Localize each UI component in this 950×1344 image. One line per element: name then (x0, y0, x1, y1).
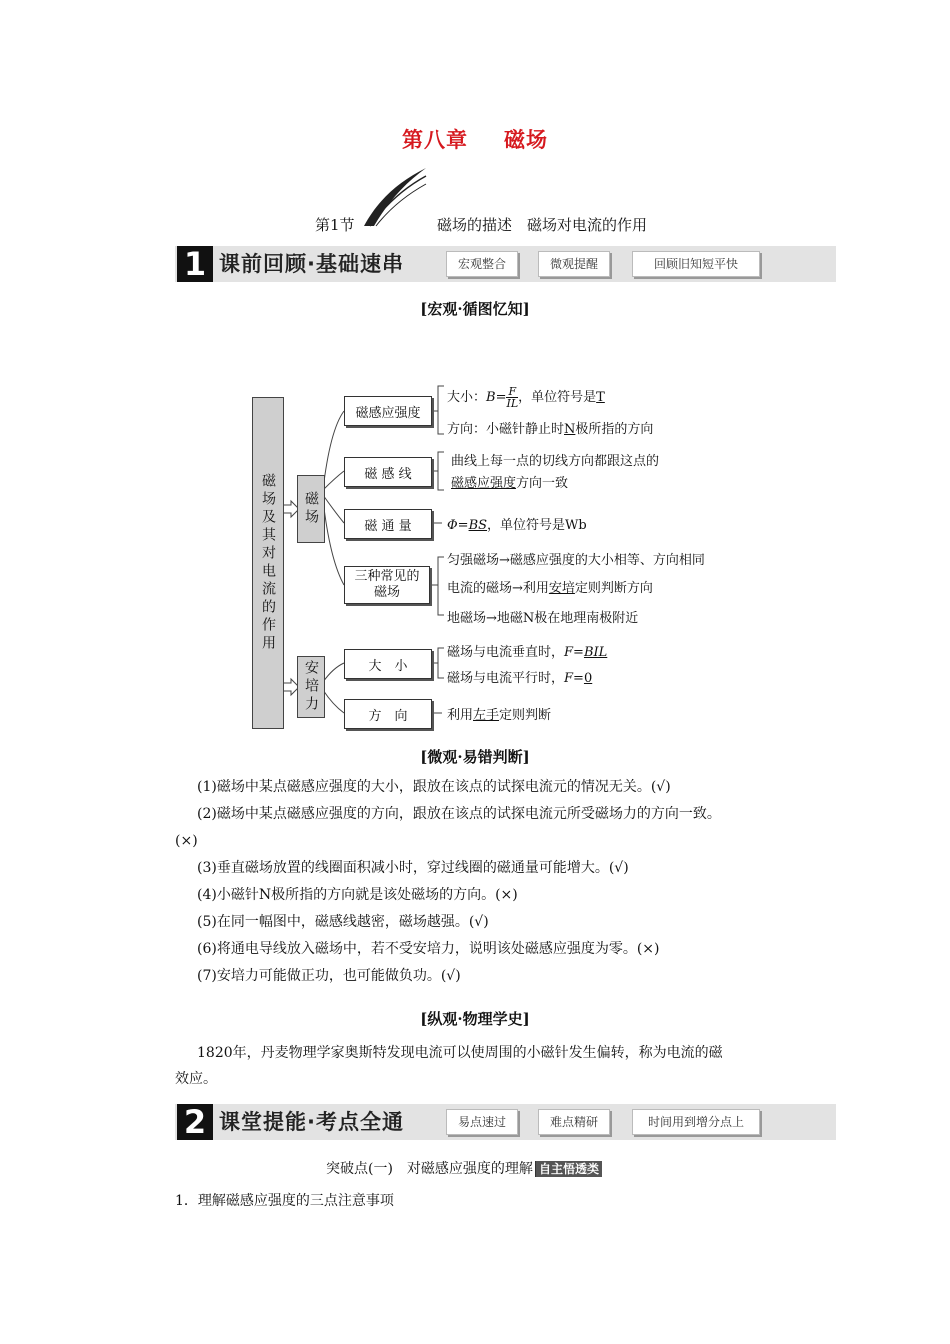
point-1: 1．理解磁感应强度的三点注意事项 (175, 1193, 394, 1209)
judgment-item-continued: (×) (175, 833, 198, 849)
leaf-induction-direction: 方向：小磁针静止时N极所指的方向 (447, 422, 654, 437)
node-three-fields: 三种常见的磁场 (344, 566, 430, 604)
node-induction: 磁感应强度 (344, 396, 432, 426)
leaf-flux: Φ=BS，单位符号是Wb (447, 518, 587, 533)
judgment-item: (5)在同一幅图中，磁感线越密，磁场越强。(√) (197, 914, 489, 930)
section-label: 第1节 (315, 216, 355, 234)
banner-title: 课前回顾·基础速串 (219, 252, 404, 276)
breakthrough-heading (326, 1158, 602, 1178)
history-paragraph (175, 1040, 835, 1092)
leaf-parallel: 磁场与电流平行时，F=0 (447, 671, 593, 686)
banner-number: 1 (177, 246, 213, 282)
easy-points-button[interactable]: 易点速过 (446, 1109, 518, 1135)
leaf-lines-1: 曲线上每一点的切线方向都跟这点的 (451, 454, 660, 469)
chapter-number: 第八章 (402, 128, 468, 152)
time-button[interactable]: 时间用到增分点上 (632, 1109, 760, 1135)
breakthrough-tag: 自主悟透类 (536, 1161, 602, 1177)
root-node: 磁场及其对电流的作用 (252, 397, 284, 729)
branch-ampere-force: 安培力 (297, 656, 325, 718)
breakthrough-title: 突破点(一) 对磁感应强度的理解 (326, 1161, 533, 1177)
branch-magnetic-field: 磁场 (297, 475, 325, 543)
node-flux: 磁 通 量 (344, 509, 432, 539)
leaf-induction-size: 大小：B= $\frac{F}{IL}$ ，单位符号是T (447, 385, 605, 410)
node-direction: 方 向 (344, 699, 432, 729)
leaf-earth-field: 地磁场→地磁N极在地理南极附近 (447, 611, 639, 626)
judgment-item: (3)垂直磁场放置的线圈面积减小时，穿过线圈的磁通量可能增大。(√) (197, 860, 629, 876)
history-heading: [纵观·物理学史] (420, 1010, 530, 1028)
judgment-item: (7)安培力可能做正功，也可能做负功。(√) (197, 968, 461, 984)
leaf-perpendicular: 磁场与电流垂直时，F=BIL (447, 645, 608, 660)
leaf-left-hand-rule: 利用左手定则判断 (447, 708, 552, 723)
review-button[interactable]: 回顾旧知短平快 (632, 251, 760, 277)
judgment-item: (6)将通电导线放入磁场中，若不受安培力，说明该处磁感应强度为零。(×) (197, 941, 660, 957)
hard-points-button[interactable]: 难点精研 (538, 1109, 610, 1135)
judgment-item: (4)小磁针N极所指的方向就是该处磁场的方向。(×) (197, 887, 518, 903)
judgment-item: (1)磁场中某点磁感应强度的大小，跟放在该点的试探电流元的情况无关。(√) (197, 779, 671, 795)
judgment-list (175, 777, 835, 993)
node-field-lines: 磁 感 线 (344, 457, 432, 487)
banner-number: 2 (177, 1104, 213, 1140)
micro-button[interactable]: 微观提醒 (538, 251, 610, 277)
macro-button[interactable]: 宏观整合 (446, 251, 518, 277)
leaf-lines-2: 磁感应强度方向一致 (451, 476, 569, 491)
history-line: 1820年，丹麦物理学家奥斯特发现电流可以使周围的小磁针发生偏转，称为电流的磁 (197, 1045, 723, 1061)
judgment-item: (2)磁场中某点磁感应强度的方向，跟放在该点的试探电流元所受磁场力的方向一致。 (197, 806, 721, 822)
leaf-uniform-field: 匀强磁场→磁感应强度的大小相等、方向相同 (447, 553, 705, 568)
node-size: 大 小 (344, 649, 432, 679)
leaf-current-field: 电流的磁场→利用安培定则判断方向 (447, 581, 653, 596)
macro-heading: [宏观·循图忆知] (420, 300, 530, 318)
micro-heading: [微观·易错判断] (420, 748, 530, 766)
banner-classroom (175, 1104, 836, 1140)
chapter-name: 磁场 (504, 128, 548, 152)
banner-title: 课堂提能·考点全通 (219, 1110, 404, 1134)
section-title: 磁场的描述 磁场对电流的作用 (437, 216, 648, 234)
history-line: 效应。 (175, 1071, 217, 1087)
